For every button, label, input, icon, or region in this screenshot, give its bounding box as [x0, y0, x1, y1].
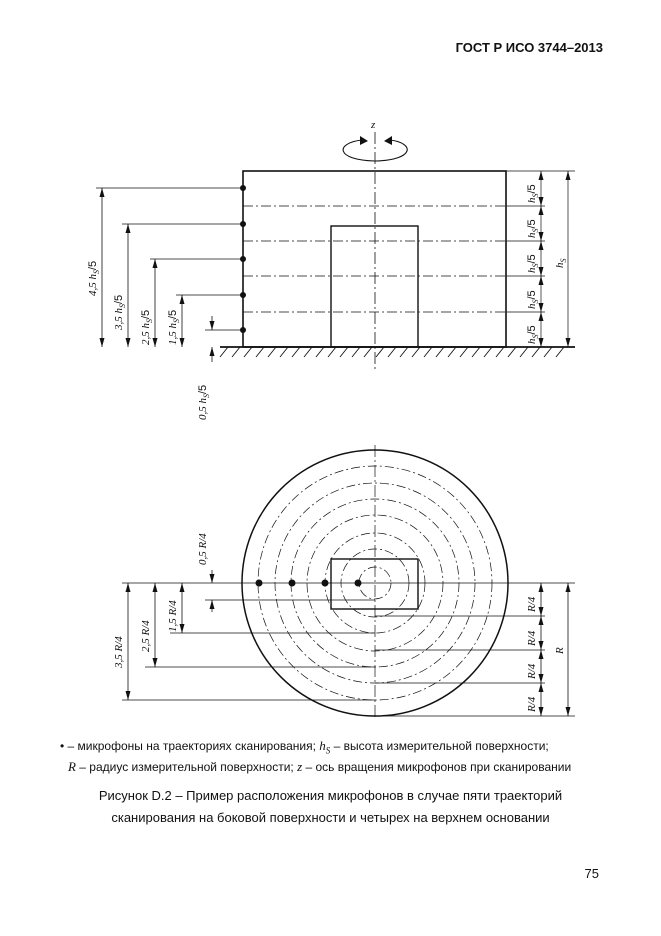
total-height-hs: $h_S$ — [554, 258, 568, 268]
top-right-labels — [526, 596, 566, 713]
dim-0-5-hs: 0,5 $h_S/5$ — [197, 384, 211, 420]
dim-1-5-hs: 1,5 $h_S/5$ — [167, 309, 181, 345]
seg-r4: R/4 — [526, 630, 538, 646]
seg-hs-5: $h_S/5$ — [526, 184, 540, 203]
seg-r4: R/4 — [526, 663, 538, 679]
seg-r4: R/4 — [526, 696, 538, 712]
microphone-dot — [240, 221, 246, 227]
top-view — [122, 445, 575, 720]
dim-0-5-r4: 0,5 R/4 — [197, 533, 209, 565]
side-right-labels — [526, 184, 568, 344]
dim-2-5-r4: 2,5 R/4 — [140, 620, 152, 652]
figure-caption-line-2: сканирования на боковой поверхности и четырех на верхнем основании — [111, 810, 550, 825]
seg-hs-5: $h_S/5$ — [526, 254, 540, 273]
dim-3-5-r4: 3,5 R/4 — [113, 636, 125, 668]
dim-1-5-r4: 1,5 R/4 — [167, 600, 179, 632]
microphone-dot — [240, 256, 246, 262]
seg-r4: R/4 — [526, 596, 538, 612]
top-left-labels — [113, 533, 209, 669]
microphone-dot — [256, 580, 263, 587]
measurement-surface-side — [243, 171, 506, 347]
dim-3-5-hs: 3,5 $h_S/5$ — [113, 294, 127, 330]
microphone-dot — [240, 327, 246, 333]
legend-line-1: • – микрофоны на траекториях сканирования; $h_S$ – высота измерительной поверхности; — [60, 738, 549, 756]
legend-line-2: R – радиус измерительной поверхности; z – ось вращения микрофонов при сканировании — [68, 759, 572, 774]
figure-caption-line-1: Рисунок D.2 – Пример расположения микрофонов в случае пяти траекторий — [98, 788, 563, 803]
seg-hs-5: $h_S/5$ — [526, 325, 540, 344]
microphone-bullet-icon: • — [60, 739, 65, 753]
source-box-side — [331, 226, 418, 347]
seg-hs-5: $h_S/5$ — [526, 290, 540, 309]
dim-2-5-hs: 2,5 $h_S/5$ — [140, 309, 154, 345]
microphone-dot — [355, 580, 362, 587]
dim-4-5-hs: 4,5 $h_S/5$ — [87, 260, 101, 296]
microphone-dot — [322, 580, 329, 587]
microphone-dot — [240, 185, 246, 191]
microphone-dot — [289, 580, 296, 587]
source-box-top — [331, 559, 418, 609]
side-left-labels — [87, 261, 211, 420]
page-number: 75 — [584, 866, 599, 881]
microphone-dot — [240, 292, 246, 298]
seg-hs-5: $h_S/5$ — [526, 219, 540, 238]
radius-r: R — [554, 647, 566, 654]
axis-z-label: z — [371, 119, 376, 131]
standard-header: ГОСТ Р ИСО 3744–2013 — [455, 40, 603, 55]
